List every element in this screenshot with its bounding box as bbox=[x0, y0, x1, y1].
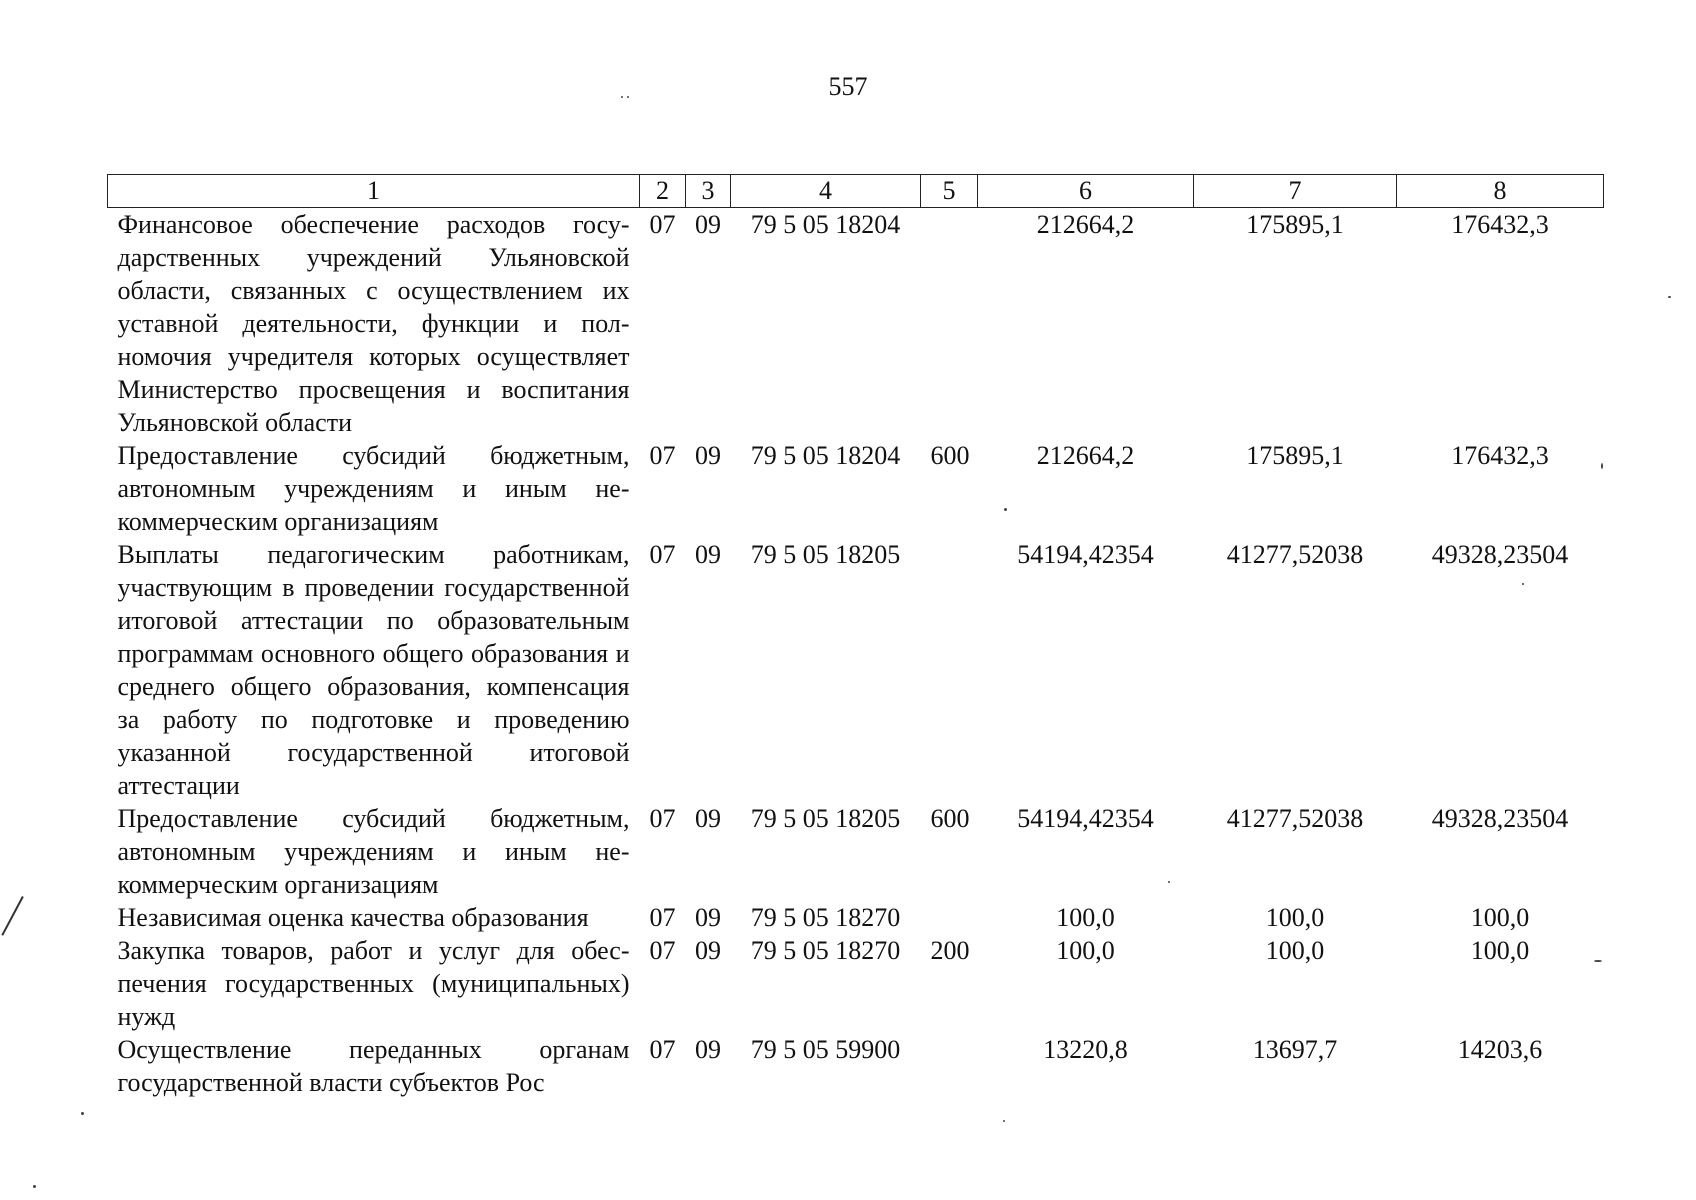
expense-name: Закупка товаров, работ и услуг для обеспечения государственных (муниципальных) нужд bbox=[117, 936, 630, 1031]
column-header: 8 bbox=[1397, 175, 1604, 208]
section-code: 07 bbox=[649, 1035, 676, 1064]
amount-col8: 176432,3 bbox=[1451, 210, 1549, 239]
amount-col6: 54194,42354 bbox=[1017, 540, 1154, 569]
expense-name: Предоставление субсидий бюджетным, автономным учреждениям и иным некоммерческим организациям bbox=[117, 441, 630, 536]
amount-col6: 100,0 bbox=[1056, 903, 1115, 932]
column-header: 4 bbox=[731, 175, 921, 208]
scan-speck bbox=[81, 1112, 84, 1115]
subsection-code: 09 bbox=[695, 210, 721, 239]
target-article-code: 79 5 05 18270 bbox=[750, 936, 901, 965]
column-header: 5 bbox=[921, 175, 978, 208]
amount-col7: 175895,1 bbox=[1246, 210, 1344, 239]
section-code: 07 bbox=[649, 210, 676, 239]
expense-name: Предоставление субсидий бюджетным, автономным учреждениям и иным некоммерческим организациям bbox=[117, 804, 630, 899]
expense-name: Осуществление переданных органам государственной власти субъектов Рос bbox=[117, 1035, 630, 1097]
scan-speck bbox=[1601, 463, 1603, 469]
table-row bbox=[108, 901, 1604, 934]
subsection-code: 09 bbox=[695, 804, 721, 833]
column-header: 6 bbox=[978, 175, 1194, 208]
subsection-code: 09 bbox=[695, 936, 721, 965]
subsection-code: 09 bbox=[695, 903, 721, 932]
amount-col8: 176432,3 bbox=[1451, 441, 1549, 470]
amount-col6: 13220,8 bbox=[1043, 1035, 1128, 1064]
amount-col8: 49328,23504 bbox=[1431, 540, 1569, 569]
amount-col7: 175895,1 bbox=[1246, 441, 1344, 470]
table-row bbox=[108, 208, 1604, 440]
expense-type-code bbox=[921, 1033, 978, 1099]
expense-type-code bbox=[921, 538, 978, 802]
subsection-code: 09 bbox=[695, 540, 721, 569]
amount-col8: 100,0 bbox=[1470, 903, 1530, 932]
section-code: 07 bbox=[649, 804, 676, 833]
budget-table bbox=[107, 174, 1604, 1099]
expense-type-code: 600 bbox=[930, 804, 970, 833]
column-header: 7 bbox=[1194, 175, 1397, 208]
scan-speck bbox=[1003, 1120, 1005, 1122]
scan-speck bbox=[1522, 583, 1524, 585]
scan-speck bbox=[1594, 960, 1602, 962]
scan-speck bbox=[621, 96, 623, 98]
table-row bbox=[108, 934, 1604, 1033]
section-code: 07 bbox=[649, 540, 676, 569]
amount-col7: 100,0 bbox=[1265, 936, 1325, 965]
target-article-code: 79 5 05 18205 bbox=[750, 804, 901, 833]
amount-col6: 212664,2 bbox=[1036, 210, 1135, 239]
amount-col6: 212664,2 bbox=[1036, 441, 1135, 470]
amount-col7: 100,0 bbox=[1265, 903, 1325, 932]
amount-col7: 13697,7 bbox=[1252, 1035, 1338, 1064]
amount-col6: 100,0 bbox=[1056, 936, 1115, 965]
amount-col8: 100,0 bbox=[1470, 936, 1530, 965]
table-row bbox=[108, 538, 1604, 802]
expense-type-code bbox=[921, 901, 978, 934]
amount-col7: 41277,52038 bbox=[1226, 540, 1364, 569]
table-header-row bbox=[108, 175, 1604, 208]
scan-speck bbox=[33, 1185, 36, 1188]
target-article-code: 79 5 05 18270 bbox=[750, 903, 901, 932]
section-code: 07 bbox=[649, 936, 676, 965]
target-article-code: 79 5 05 18204 bbox=[750, 441, 901, 470]
subsection-code: 09 bbox=[695, 1035, 721, 1064]
amount-col8: 14203,6 bbox=[1457, 1035, 1543, 1064]
table-row bbox=[108, 802, 1604, 901]
subsection-code: 09 bbox=[695, 441, 721, 470]
amount-col6: 54194,42354 bbox=[1017, 804, 1154, 833]
scan-speck bbox=[1168, 881, 1170, 883]
target-article-code: 79 5 05 59900 bbox=[750, 1035, 901, 1064]
scan-mark bbox=[1, 896, 23, 936]
amount-col7: 41277,52038 bbox=[1226, 804, 1364, 833]
expense-type-code bbox=[921, 208, 978, 440]
column-header: 2 bbox=[640, 175, 686, 208]
column-header: 3 bbox=[686, 175, 731, 208]
target-article-code: 79 5 05 18205 bbox=[750, 540, 901, 569]
page-number: 557 bbox=[828, 72, 868, 101]
expense-type-code: 600 bbox=[930, 441, 970, 470]
amount-col8: 49328,23504 bbox=[1431, 804, 1569, 833]
column-header: 1 bbox=[108, 175, 640, 208]
table-row bbox=[108, 439, 1604, 538]
scan-speck bbox=[627, 96, 629, 98]
expense-name: Независимая оценка качества образования bbox=[117, 903, 589, 932]
expense-name: Финансовое обеспечение расходов государственных учреждений Ульяновской области, связанных с осуществлением их уставной деятельности, функции и полномочия учредителя которых осуществляет Министерство просвещения и воспитания Ульяновской области bbox=[117, 210, 630, 437]
section-code: 07 bbox=[649, 903, 676, 932]
expense-type-code: 200 bbox=[930, 936, 970, 965]
expense-name: Выплаты педагогическим работникам, участвующим в проведении государственной итоговой аттестации по образовательным программам основного общего образования и среднего общего образования, компенсация за работу по подготовке и проведению указанной государственной итоговой аттестации bbox=[117, 540, 630, 800]
section-code: 07 bbox=[649, 441, 676, 470]
scan-speck bbox=[1004, 508, 1007, 511]
table-row bbox=[108, 1033, 1604, 1099]
scan-speck bbox=[1668, 296, 1671, 298]
target-article-code: 79 5 05 18204 bbox=[750, 210, 901, 239]
